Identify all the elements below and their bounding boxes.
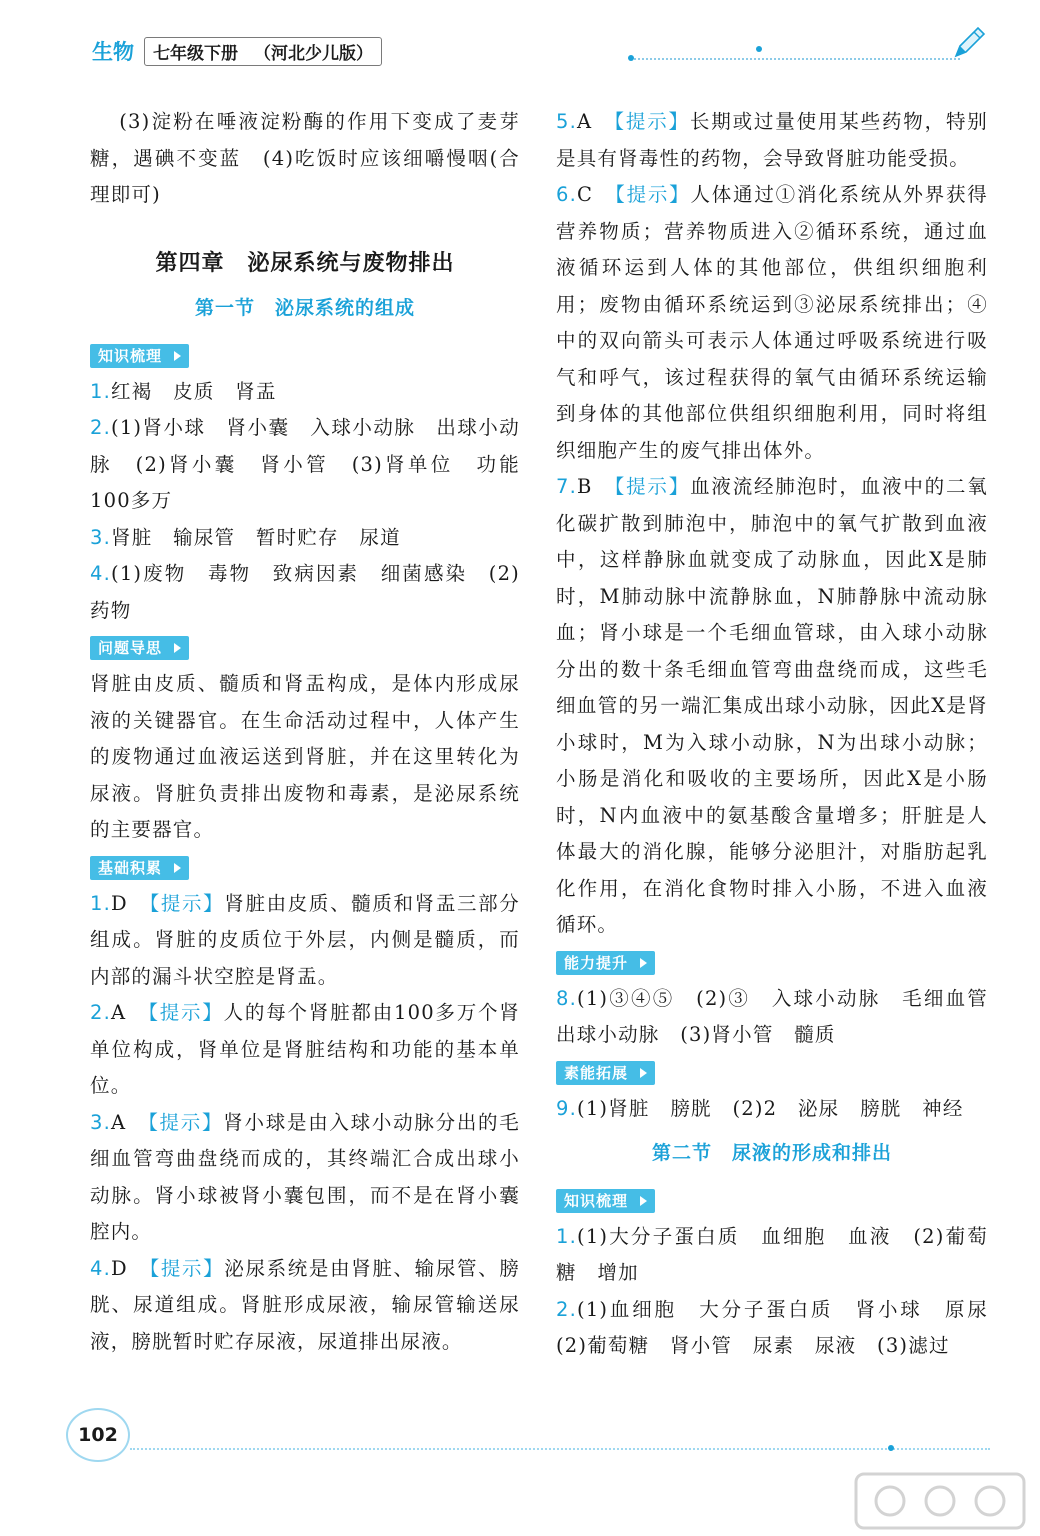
- section-title: 第一节 泌尿系统的组成: [194, 297, 415, 319]
- item-number: 1.: [556, 1224, 578, 1248]
- item-text: (1)肾小球 肾小囊 入球小动脉 出球小动脉 (2)肾小囊 肾小管 (3)肾单位 功能 100多万: [90, 416, 541, 512]
- item-text: (1)肾脏 膀胱 (2)2 泌尿 膀胱 神经: [577, 1096, 964, 1120]
- header-divider: [630, 58, 960, 60]
- item-text: (1)废物 毒物 致病因素 细菌感染 (2)药物: [90, 562, 520, 622]
- answer-letter: D: [111, 1256, 128, 1280]
- hint-label: 【提示】: [615, 183, 691, 206]
- item-text: 泌尿系统是由肾脏、输尿管、膀胱、尿道组成。肾脏形成尿液，输尿管输送尿液，膀胱暂时贮存尿液，尿道排出尿液。: [90, 1256, 520, 1353]
- book-tag: [144, 37, 382, 66]
- answer-letter: A: [577, 110, 593, 133]
- answer-item: [90, 995, 520, 1105]
- item-text: 肾小球是由入球小动脉分出的毛细血管弯曲盘绕而成的，其终端汇合成出球小动脉。肾小球被肾小囊包围，而不是在肾小囊腔内。: [90, 1110, 520, 1243]
- item-number: 2.: [556, 1297, 578, 1321]
- item-text: 人的每个肾脏都由100多万个肾单位构成，肾单位是肾脏结构和功能的基本单位。: [90, 1001, 520, 1097]
- item-number: 2.: [90, 1001, 112, 1024]
- item-text: 肾脏 输尿管 暂时贮存 尿道: [111, 525, 401, 549]
- item-text: (1)大分子蛋白质 血细胞 血液 (2)葡萄糖 增加: [556, 1224, 988, 1284]
- answer-item: [90, 1251, 520, 1361]
- answer-item: [556, 177, 988, 469]
- answer-letter: C: [577, 183, 594, 206]
- answer-item: [90, 410, 541, 520]
- badge-label: 基础积累: [98, 858, 163, 877]
- chapter-title: 第四章 泌尿系统与废物排出: [155, 250, 455, 276]
- answer-letter: A: [111, 1001, 127, 1024]
- answer-letter: D: [111, 891, 128, 915]
- answer-item: [556, 1292, 1009, 1365]
- item-number: 7.: [556, 475, 578, 498]
- watermark-logo: [850, 1466, 1030, 1536]
- answer-item: [556, 469, 988, 944]
- item-text: 肾脏由皮质、髓质和肾盂三部分组成。肾脏的皮质位于外层，内侧是髓质，而内部的漏斗状空腔是肾盂。: [90, 891, 520, 988]
- item-text: 人体通过①消化系统从外界获得营养物质；营养物质进入②循环系统，通过血液循环运到人体的其他部位，供组织细胞利用；废物由循环系统运到③泌尿系统排出；④中的双向箭头可表示人体通过呼吸系统进行吸气和呼气，该过程获得的氧气由循环系统运输到身体的其他部位供组织细胞利用，同时将组织细胞产生的废气排出体外。: [556, 183, 988, 462]
- page-number: 102: [66, 1408, 130, 1462]
- answer-letter: A: [111, 1110, 127, 1134]
- hint-label: 【提示】: [148, 1110, 224, 1134]
- footer-divider: [130, 1448, 990, 1450]
- hint-label: 【提示】: [148, 1001, 224, 1024]
- right-column: [556, 104, 1009, 1365]
- answer-item: [556, 981, 1009, 1054]
- item-text: 红褐 皮质 肾盂: [111, 379, 277, 403]
- item-number: 1.: [90, 379, 112, 403]
- item-number: 1.: [90, 891, 112, 915]
- play-arrow-icon: [640, 1196, 647, 1206]
- badge-label: 能力提升: [564, 953, 629, 972]
- badge-label: 问题导思: [98, 639, 163, 657]
- badge-label: 知识梳理: [98, 346, 163, 365]
- play-arrow-icon: [640, 1068, 647, 1078]
- section-title: 第二节 尿液的形成和排出: [651, 1142, 892, 1164]
- section-badge: [556, 951, 655, 975]
- answer-item: [90, 520, 520, 557]
- section-badge: [556, 1189, 655, 1213]
- hint-label: 【提示】: [614, 110, 690, 133]
- pen-icon: [948, 22, 988, 62]
- section-badge: [90, 344, 189, 368]
- badge-label: 知识梳理: [564, 1191, 629, 1210]
- edition-label: （河北少儿版）: [254, 43, 373, 64]
- item-number: 6.: [556, 183, 578, 206]
- item-text: (1)③④⑤ (2)③ 入球小动脉 毛细血管 出球小动脉 (3)肾小管 髓质: [556, 986, 1009, 1046]
- section-badge: [90, 636, 189, 660]
- section-badge: [556, 1061, 655, 1085]
- item-number: 8.: [556, 986, 578, 1010]
- footer-dot: [888, 1445, 894, 1451]
- guide-paragraph: 肾脏由皮质、髓质和肾盂构成，是体内形成尿液的关键器官。在生命活动过程中，人体产生的废物通过血液运送到肾脏，并在这里转化为尿液。肾脏负责排出废物和毒素，是泌尿系统的主要器官。: [90, 672, 520, 841]
- page-header: [92, 34, 382, 68]
- item-number: 3.: [90, 1110, 112, 1134]
- answer-letter: B: [577, 475, 593, 498]
- play-arrow-icon: [174, 863, 181, 873]
- play-arrow-icon: [174, 643, 181, 653]
- item-number: 2.: [90, 416, 112, 439]
- badge-label: 素能拓展: [564, 1063, 629, 1082]
- item-text: (1)血细胞 大分子蛋白质 肾小球 原尿 (2)葡萄糖 肾小管 尿素 尿液 (3)滤过: [556, 1297, 1009, 1357]
- left-column: [90, 104, 541, 1360]
- answer-item: [90, 886, 520, 996]
- hint-label: 【提示】: [614, 475, 691, 498]
- item-number: 5.: [556, 110, 578, 133]
- answer-item: [556, 1219, 988, 1292]
- answer-item: [90, 1105, 520, 1251]
- item-number: 9.: [556, 1096, 578, 1120]
- answer-item: [90, 556, 520, 629]
- play-arrow-icon: [174, 351, 181, 361]
- item-number: 3.: [90, 525, 112, 549]
- answer-item: [556, 104, 988, 177]
- answer-item: [556, 1091, 988, 1128]
- item-number: 4.: [90, 562, 112, 585]
- header-dot: [756, 46, 762, 52]
- item-text: 长期或过量使用某些药物，特别是具有肾毒性的药物，会导致肾脏功能受损。: [556, 110, 988, 170]
- header-dot: [628, 55, 634, 61]
- intro-answer: (3)淀粉在唾液淀粉酶的作用下变成了麦芽糖，遇碘不变蓝 (4)吃饭时应该细嚼慢咽(合理即可): [90, 110, 520, 206]
- item-text: 血液流经肺泡时，血液中的二氧化碳扩散到肺泡中，肺泡中的氧气扩散到血液中，这样静脉血就变成了动脉血，因此X是肺时，M肺动脉中流静脉血，N肺静脉中流动脉血；肾小球是一个毛细血管球，由入球小动脉分出的数十条毛细血管弯曲盘绕而成，这些毛细血管的另一端汇集成出球小动脉，因此X是肾小球时，M为入球小动脉，N为出球小动脉；小肠是消化和吸收的主要场所，因此X是小肠时，N内血液中的氨基酸含量增多；肝脏是人体最大的消化腺，能够分泌胆汁，对脂肪起乳化作用，在消化食物时排入小肠，不进入血液循环。: [556, 475, 988, 936]
- hint-label: 【提示】: [149, 1256, 225, 1280]
- item-number: 4.: [90, 1256, 112, 1280]
- answer-item: [90, 374, 520, 411]
- subject-label: 生物: [92, 40, 134, 64]
- play-arrow-icon: [640, 958, 647, 968]
- hint-label: 【提示】: [149, 891, 225, 915]
- grade-label: 七年级下册: [153, 43, 238, 64]
- section-badge: [90, 856, 189, 880]
